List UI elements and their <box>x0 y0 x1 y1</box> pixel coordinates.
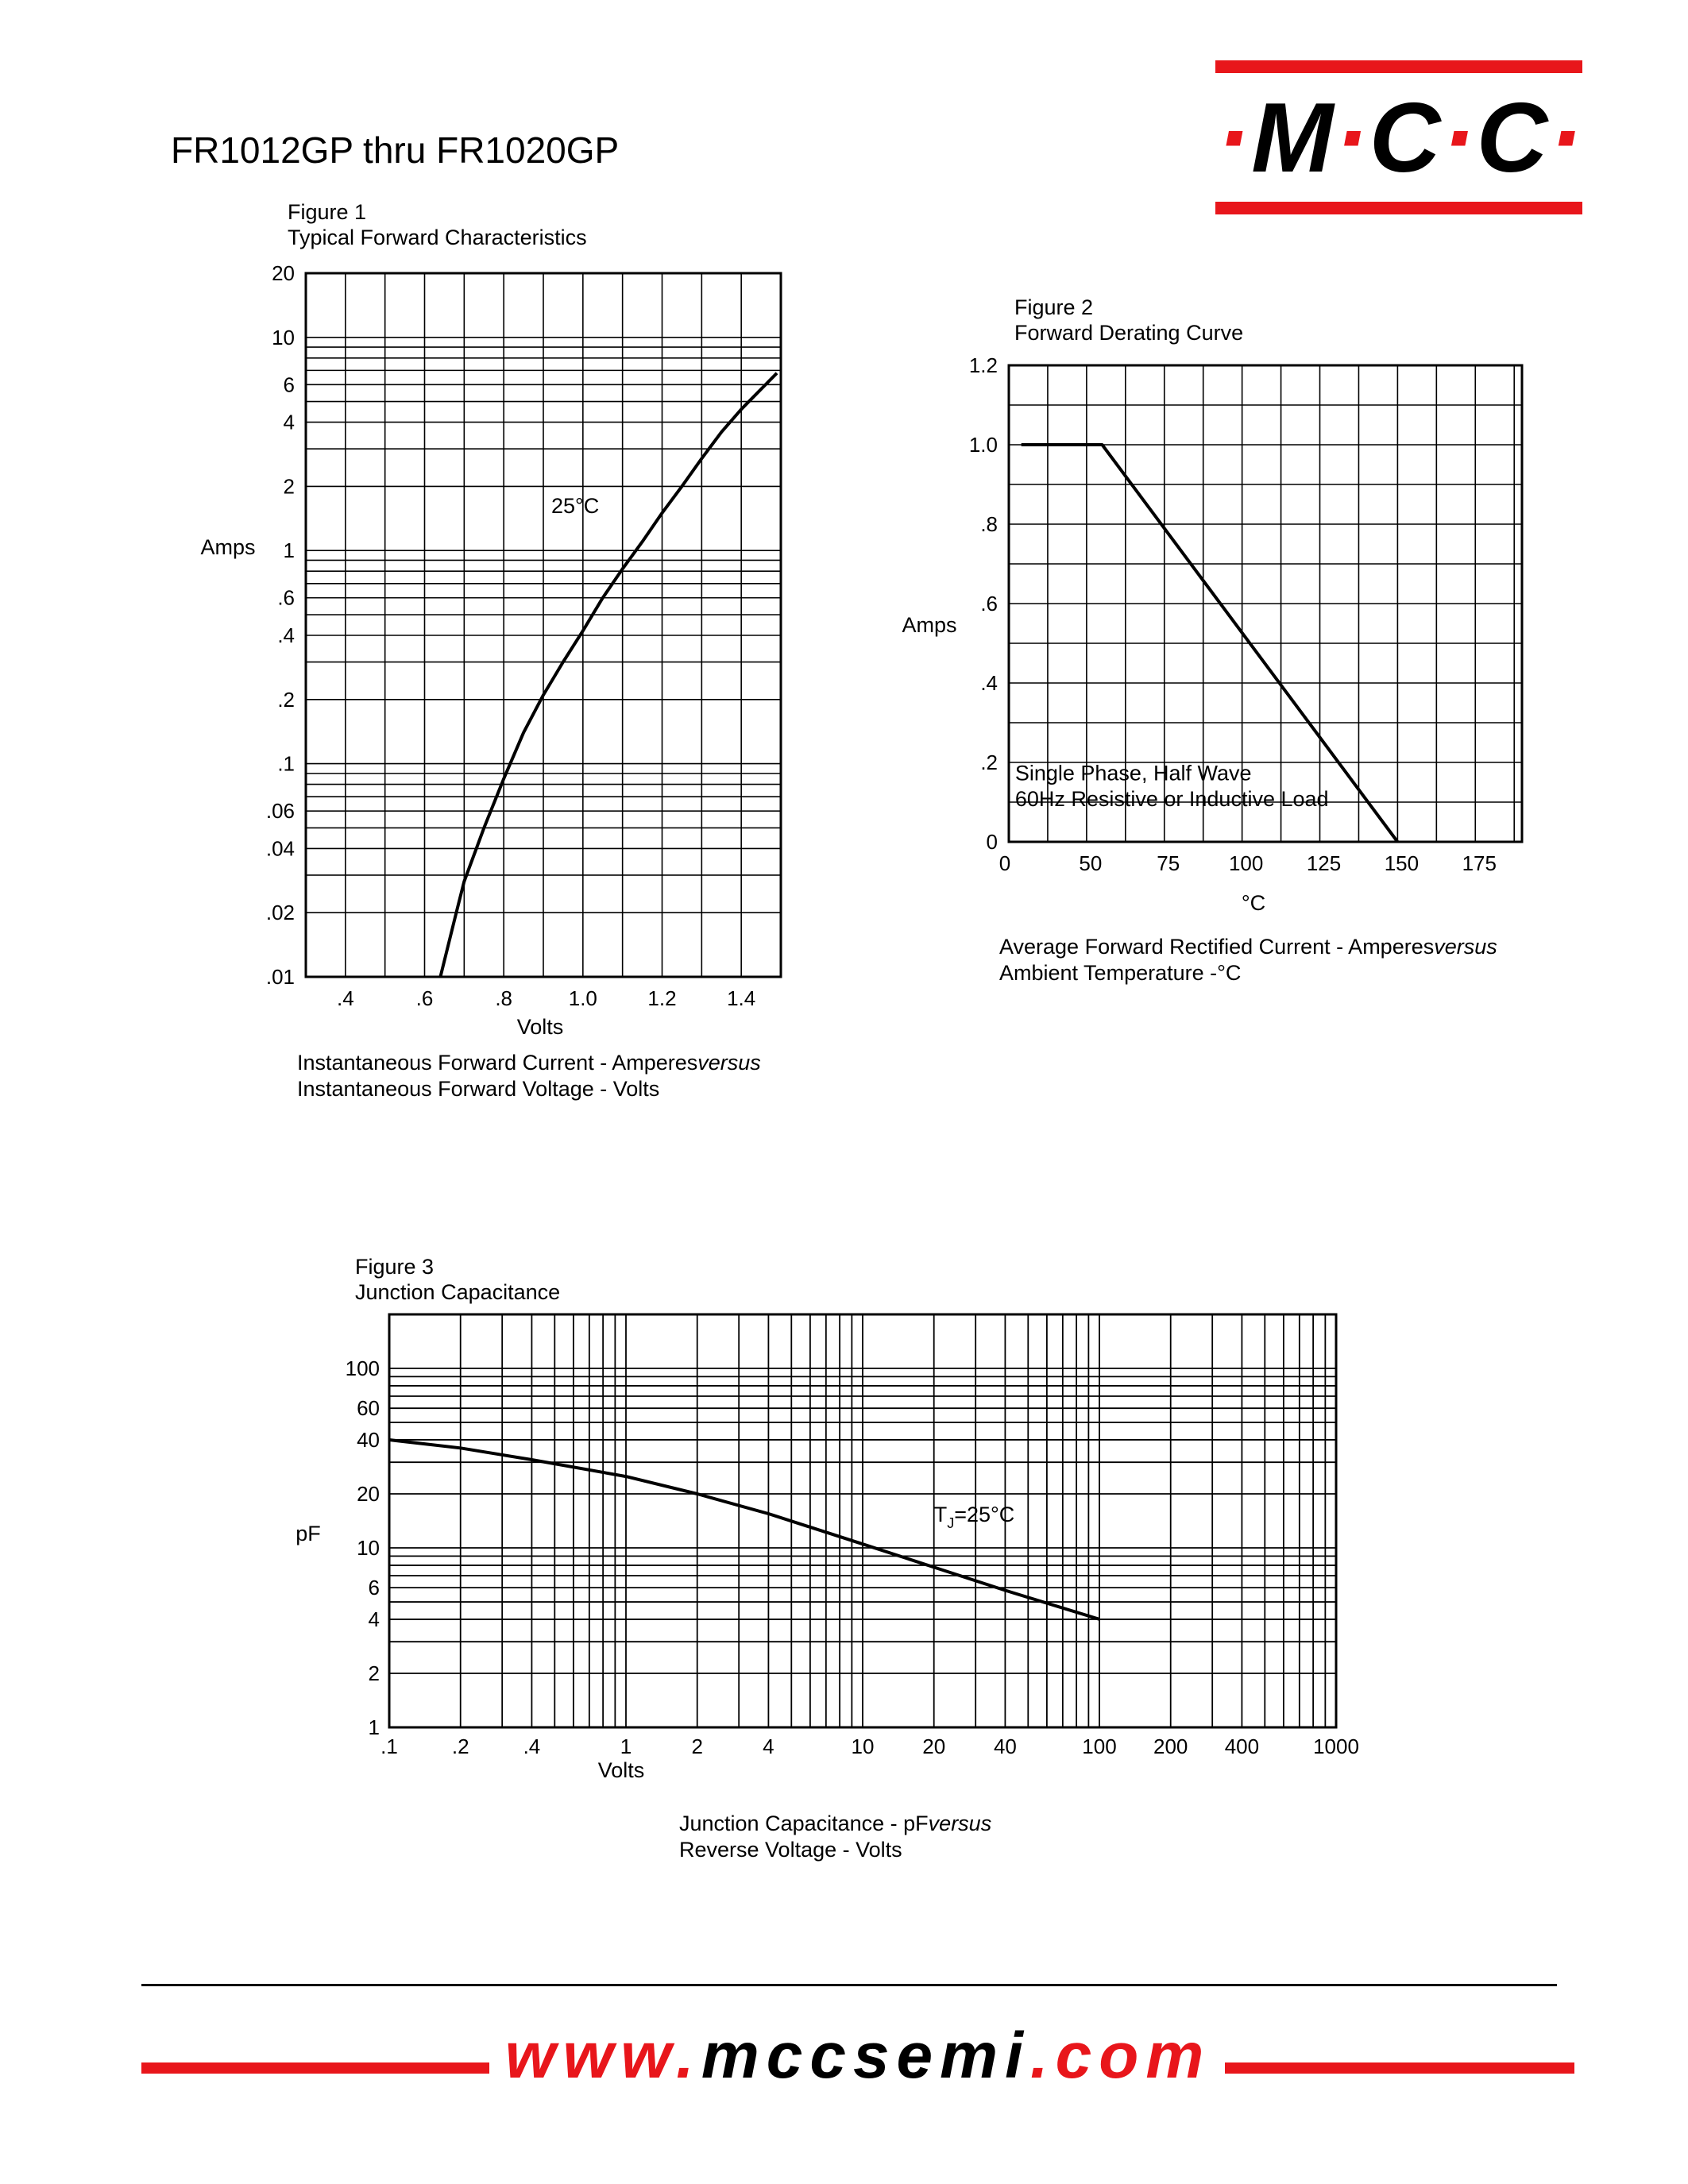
annotation: 60Hz Resistive or Inductive Load <box>1014 787 1329 811</box>
mcc-logo <box>1217 83 1584 193</box>
y-tick-label: .2 <box>980 751 998 774</box>
y-tick-label: 1.2 <box>968 353 998 377</box>
figure-2-heading <box>1014 295 1243 345</box>
figure-2-caption <box>999 934 1497 986</box>
figure-3-caption-line2: Reverse Voltage - Volts <box>679 1838 902 1862</box>
x-tick-label: 75 <box>1157 851 1180 875</box>
part-title: FR1012GP thru FR1020GP <box>171 129 620 171</box>
footer-url-main: mccsemi <box>701 2020 1030 2092</box>
y-tick-label: .6 <box>980 592 998 615</box>
y-tick-label: 4 <box>283 410 295 434</box>
logo-bottom-bar <box>1215 202 1582 214</box>
x-tick-label: 10 <box>851 1734 875 1758</box>
logo-letter: C <box>1476 83 1550 193</box>
figure-2-title: Forward Derating Curve <box>1014 321 1244 345</box>
logo-dot: · <box>1217 83 1252 193</box>
x-tick-label: 400 <box>1224 1734 1260 1758</box>
figure-2-chart <box>898 341 1565 929</box>
x-tick-label: .6 <box>415 986 434 1010</box>
figure-1-label: Figure 1 <box>288 200 367 224</box>
y-tick-label: .04 <box>265 836 295 861</box>
chart-grid <box>389 1314 1336 1727</box>
x-tick-label: 200 <box>1153 1734 1188 1758</box>
figure-3-chart <box>278 1302 1390 1795</box>
x-tick-label: .4 <box>336 986 354 1010</box>
y-tick-label: 20 <box>357 1481 380 1506</box>
figure-3-caption-line1: Junction Capacitance - pF <box>679 1812 929 1835</box>
figure-1-caption-versus: versus <box>697 1051 761 1075</box>
figure-1-title: Typical Forward Characteristics <box>288 226 587 249</box>
series-line <box>389 1440 1099 1619</box>
figure-2-caption-versus: versus <box>1434 935 1497 959</box>
logo-letter: C <box>1369 83 1443 193</box>
figure-1-heading <box>288 199 587 250</box>
y-tick-label: 1 <box>283 538 295 563</box>
y-tick-label: 6 <box>283 372 295 397</box>
y-tick-label: 60 <box>357 1396 380 1421</box>
x-tick-label: 50 <box>1079 851 1103 875</box>
logo-dot: · <box>1335 83 1369 193</box>
logo-letter: M <box>1251 83 1335 193</box>
x-axis-label: Volts <box>516 1015 564 1039</box>
x-tick-label: 100 <box>1228 851 1264 875</box>
y-tick-label: .1 <box>277 751 295 776</box>
annotation: Single Phase, Half Wave <box>1014 761 1252 785</box>
y-tick-label: .2 <box>277 687 295 712</box>
x-tick-label: .1 <box>380 1734 398 1758</box>
y-axis-label: Amps <box>902 613 957 637</box>
y-tick-label: 20 <box>272 261 295 285</box>
y-tick-label: 6 <box>368 1576 380 1600</box>
x-tick-label: .2 <box>451 1734 469 1758</box>
x-tick-label: 150 <box>1384 851 1420 875</box>
footer-url-suffix: .com <box>1029 2020 1211 2092</box>
figure-3-title: Junction Capacitance <box>355 1280 561 1304</box>
figure-3-caption-versus: versus <box>928 1812 992 1835</box>
x-tick-label: 100 <box>1082 1734 1117 1758</box>
y-tick-label: 1.0 <box>968 433 998 457</box>
y-tick-label: 1 <box>368 1715 380 1739</box>
logo-dot: · <box>1549 83 1584 193</box>
figure-2-caption-line1: Average Forward Rectified Current - Amperes <box>999 935 1435 959</box>
x-tick-label: 1 <box>620 1734 632 1758</box>
annotation: 25°C <box>550 493 600 518</box>
figure-2-label: Figure 2 <box>1014 295 1094 319</box>
x-tick-label: 175 <box>1462 851 1497 875</box>
x-tick-label: 4 <box>763 1734 774 1758</box>
y-tick-label: .02 <box>265 901 295 925</box>
x-tick-label: 1.2 <box>647 986 677 1010</box>
y-tick-label: .8 <box>980 512 998 536</box>
logo-top-bar <box>1215 60 1582 73</box>
logo-dot: · <box>1442 83 1477 193</box>
x-axis-label: Volts <box>597 1758 645 1782</box>
y-tick-label: 100 <box>345 1356 380 1381</box>
y-tick-label: .4 <box>277 623 295 648</box>
y-tick-label: 2 <box>283 474 295 499</box>
figure-1-caption-line2: Instantaneous Forward Voltage - Volts <box>297 1077 660 1101</box>
x-tick-label: 0 <box>999 851 1011 875</box>
y-tick-label: 40 <box>357 1427 380 1452</box>
figure-3-caption <box>679 1811 991 1863</box>
footer-website-link[interactable] <box>492 2020 1223 2092</box>
y-tick-label: .6 <box>277 585 295 610</box>
y-tick-label: .01 <box>265 965 295 989</box>
x-tick-label: .4 <box>523 1734 541 1758</box>
figure-3-heading <box>355 1254 560 1305</box>
footer-divider <box>141 1984 1557 1986</box>
x-axis-label: °C <box>1241 891 1266 915</box>
y-tick-label: 2 <box>368 1661 380 1685</box>
footer-url-prefix: www. <box>504 2020 701 2092</box>
x-tick-label: 2 <box>691 1734 703 1758</box>
footer-right-bar <box>1225 2062 1574 2074</box>
y-tick-label: 0 <box>986 830 998 854</box>
figure-1-chart <box>183 254 818 1048</box>
x-tick-label: 1000 <box>1313 1734 1359 1758</box>
x-tick-label: 1.0 <box>568 986 597 1010</box>
y-tick-label: .06 <box>265 799 295 824</box>
y-axis-label: Amps <box>200 535 256 559</box>
x-tick-label: 20 <box>922 1734 946 1758</box>
y-tick-label: 4 <box>368 1607 380 1631</box>
y-tick-label: .4 <box>980 671 998 695</box>
x-tick-label: .8 <box>495 986 513 1010</box>
y-tick-label: 10 <box>272 325 295 349</box>
figure-2-caption-line2: Ambient Temperature -°C <box>999 961 1242 985</box>
x-tick-label: 1.4 <box>727 986 756 1010</box>
series-line <box>440 373 777 977</box>
figure-3-label: Figure 3 <box>355 1255 435 1279</box>
figure-1-caption-line1: Instantaneous Forward Current - Amperes <box>297 1051 698 1075</box>
chart-grid <box>306 273 781 977</box>
x-tick-label: 40 <box>993 1734 1017 1758</box>
figure-1-caption <box>297 1050 761 1102</box>
y-axis-label: pF <box>295 1522 321 1545</box>
y-tick-label: 10 <box>357 1536 380 1561</box>
footer-left-bar <box>141 2062 489 2074</box>
annotation: $T_J=25^\circ C$ <box>933 1502 1015 1531</box>
x-tick-label: 125 <box>1306 851 1342 875</box>
